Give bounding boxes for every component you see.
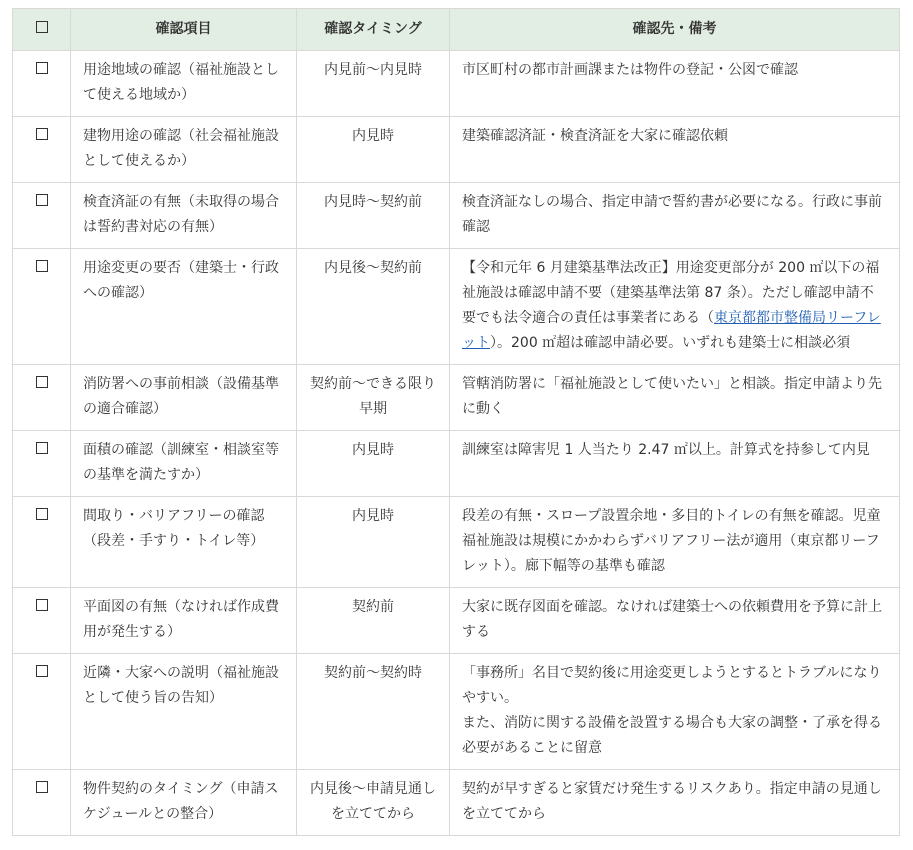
checkbox-icon[interactable] (36, 508, 48, 520)
table-row (13, 588, 900, 654)
header-timing: 確認タイミング (297, 9, 450, 51)
property-checklist-table (12, 8, 900, 836)
check-note (450, 249, 900, 365)
check-note: 市区町村の都市計画課または物件の登記・公図で確認 (450, 51, 900, 117)
checkbox-icon[interactable] (36, 781, 48, 793)
note-text: ）。200 ㎡超は確認申請必要。いずれも建築士に相談必須 (490, 335, 851, 351)
check-note: 管轄消防署に「福祉施設として使いたい」と相談。指定申請より先に動く (450, 365, 900, 431)
table-header-row (13, 9, 900, 51)
row-checkbox[interactable] (13, 183, 71, 249)
header-checkbox[interactable] (13, 9, 71, 51)
checkbox-icon[interactable] (36, 194, 48, 206)
check-note (450, 654, 900, 770)
header-item: 確認項目 (71, 9, 297, 51)
row-checkbox[interactable] (13, 51, 71, 117)
checkbox-icon[interactable] (36, 442, 48, 454)
checkbox-icon[interactable] (36, 376, 48, 388)
table-row (13, 654, 900, 770)
check-item: 用途地域の確認（福祉施設として使える地域か） (71, 51, 297, 117)
checkbox-icon[interactable] (36, 665, 48, 677)
row-checkbox[interactable] (13, 431, 71, 497)
tokyo-leaflet-link[interactable]: 東京都都市整備局リーフレット (462, 310, 881, 351)
check-item: 検査済証の有無（未取得の場合は誓約書対応の有無） (71, 183, 297, 249)
check-timing: 契約前〜できる限り早期 (297, 365, 450, 431)
check-timing: 内見時 (297, 497, 450, 588)
note-text: 【令和元年 6 月建築基準法改正】用途変更部分が 200 ㎡以下の福祉施設は確認申請不要（建築基準法第 87 条）。ただし確認申請不要でも法令適合の責任は事業者にある（ (462, 260, 880, 326)
check-note: 訓練室は障害児 1 人当たり 2.47 ㎡以上。計算式を持参して内見 (450, 431, 900, 497)
table-row (13, 183, 900, 249)
row-checkbox[interactable] (13, 497, 71, 588)
table-row (13, 51, 900, 117)
check-timing: 内見後〜申請見通しを立ててから (297, 770, 450, 836)
check-timing: 契約前 (297, 588, 450, 654)
checkbox-icon[interactable] (36, 260, 48, 272)
table-row (13, 431, 900, 497)
row-checkbox[interactable] (13, 117, 71, 183)
check-note: 段差の有無・スロープ設置余地・多目的トイレの有無を確認。児童福祉施設は規模にかかわらずバリアフリー法が適用（東京都リーフレット）。廊下幅等の基準も確認 (450, 497, 900, 588)
row-checkbox[interactable] (13, 770, 71, 836)
header-contact: 確認先・備考 (450, 9, 900, 51)
row-checkbox[interactable] (13, 654, 71, 770)
check-note: 大家に既存図面を確認。なければ建築士への依頼費用を予算に計上する (450, 588, 900, 654)
checkbox-icon[interactable] (36, 128, 48, 140)
note-text: また、消防に関する設備を設置する場合も大家の調整・了承を得る必要があることに留意 (462, 715, 882, 756)
checklist-container (12, 8, 899, 836)
row-checkbox[interactable] (13, 588, 71, 654)
table-row (13, 249, 900, 365)
check-item: 物件契約のタイミング（申請スケジュールとの整合） (71, 770, 297, 836)
row-checkbox[interactable] (13, 249, 71, 365)
table-row (13, 117, 900, 183)
check-note: 契約が早すぎると家賃だけ発生するリスクあり。指定申請の見通しを立ててから (450, 770, 900, 836)
check-timing: 内見時〜契約前 (297, 183, 450, 249)
row-checkbox[interactable] (13, 365, 71, 431)
check-note: 検査済証なしの場合、指定申請で誓約書が必要になる。行政に事前確認 (450, 183, 900, 249)
check-item: 間取り・バリアフリーの確認（段差・手すり・トイレ等） (71, 497, 297, 588)
check-timing: 内見後〜契約前 (297, 249, 450, 365)
check-item: 建物用途の確認（社会福祉施設として使えるか） (71, 117, 297, 183)
check-item: 平面図の有無（なければ作成費用が発生する） (71, 588, 297, 654)
check-timing: 内見前〜内見時 (297, 51, 450, 117)
check-timing: 内見時 (297, 431, 450, 497)
checkbox-icon[interactable] (36, 21, 48, 33)
check-note: 建築確認済証・検査済証を大家に確認依頼 (450, 117, 900, 183)
checkbox-icon[interactable] (36, 62, 48, 74)
check-timing: 内見時 (297, 117, 450, 183)
note-text: 「事務所」名目で契約後に用途変更しようとするとトラブルになりやすい。 (462, 665, 882, 706)
checkbox-icon[interactable] (36, 599, 48, 611)
check-timing: 契約前〜契約時 (297, 654, 450, 770)
check-item: 近隣・大家への説明（福祉施設として使う旨の告知） (71, 654, 297, 770)
table-row (13, 365, 900, 431)
table-row (13, 770, 900, 836)
check-item: 消防署への事前相談（設備基準の適合確認） (71, 365, 297, 431)
check-item: 用途変更の要否（建築士・行政への確認） (71, 249, 297, 365)
check-item: 面積の確認（訓練室・相談室等の基準を満たすか） (71, 431, 297, 497)
table-row (13, 497, 900, 588)
